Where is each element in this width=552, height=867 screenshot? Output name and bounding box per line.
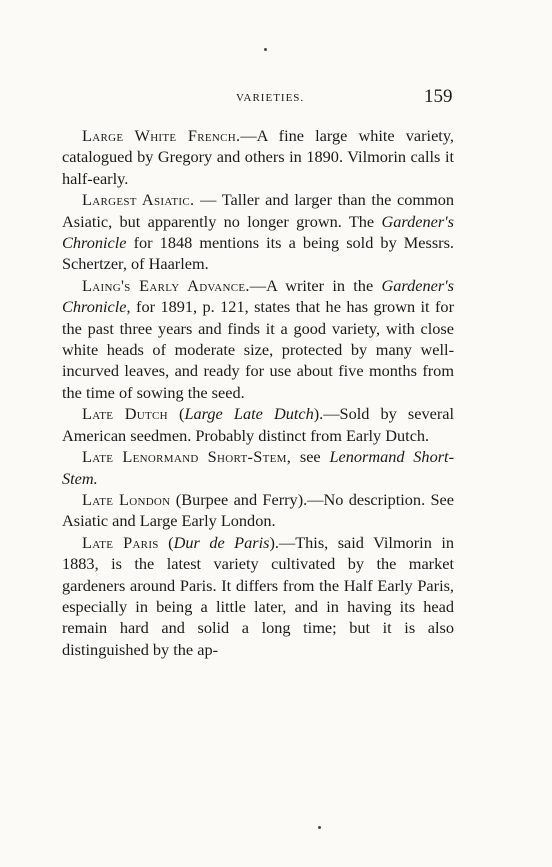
running-head: VARIETIES. [236, 92, 305, 104]
entry-late-lenormand-short-stem [62, 446, 454, 489]
variety-name: Largest Asiatic. [82, 190, 195, 210]
entry-text: ( [158, 532, 174, 552]
page-header [0, 86, 552, 110]
entry-text: for 1848 mentions its a being sold by Messrs. Schertzer, of Haarlem. [62, 233, 454, 274]
variety-name: Late Paris [82, 532, 159, 552]
variety-name: Laing's Early Advance. [82, 275, 250, 295]
italic-title: Gardener's Chronicle [62, 275, 454, 317]
page-number: 159 [424, 86, 453, 107]
entry-text: ).—Sold by several American seedmen. Probably distinct from Early Dutch. [62, 404, 454, 445]
ink-speck [264, 48, 267, 51]
entry-text: — Taller and larger than the common Asiatic, but apparently no longer grown. The [62, 190, 454, 231]
entry-late-london [62, 489, 454, 532]
variety-name: Late London [82, 489, 171, 509]
variety-name: Late Lenormand Short-Stem, [82, 447, 292, 467]
entry-text: —A fine large white variety, catalogued by Gregory and others in 1890. Vilmorin calls it half-early. [62, 126, 454, 188]
variety-name: Large White French. [82, 126, 241, 145]
entry-late-dutch [62, 403, 454, 446]
ink-speck [318, 826, 321, 829]
variety-name: Late Dutch [82, 404, 168, 424]
entry-large-white-french [62, 125, 454, 189]
italic-title: Large Late Dutch [184, 404, 314, 424]
entry-text: —A writer in the [249, 275, 382, 295]
entry-largest-asiatic [62, 189, 454, 275]
entry-text: , for 1891, p. 121, states that he has grown it for the past three years and finds it a good variety, with close white heads of moderate size, protected by many well-incurved leaves, and ready for use about five months from the time of sowing the seed. [62, 297, 454, 402]
entry-text: see [291, 447, 330, 467]
entry-text: (Burpee and Ferry).—No description. See Asiatic and Large Early London. [62, 489, 454, 531]
italic-title: Lenormand Short-Stem. [62, 447, 454, 488]
entry-text: ( [167, 404, 185, 424]
body-text [62, 125, 454, 660]
italic-title: Gardener's Chronicle [62, 211, 454, 253]
italic-title: Dur de Paris [173, 532, 270, 552]
entry-late-paris [62, 532, 454, 660]
entry-text: ).—This, said Vilmorin in 1883, is the latest variety cultivated by the market gardeners around Paris. It differs from the Half Early Paris, especially in being a little later, and in having its head remain hard and solid a long time; but it is also distinguished by the ap- [62, 532, 454, 659]
entry-laings-early-advance [62, 275, 454, 403]
